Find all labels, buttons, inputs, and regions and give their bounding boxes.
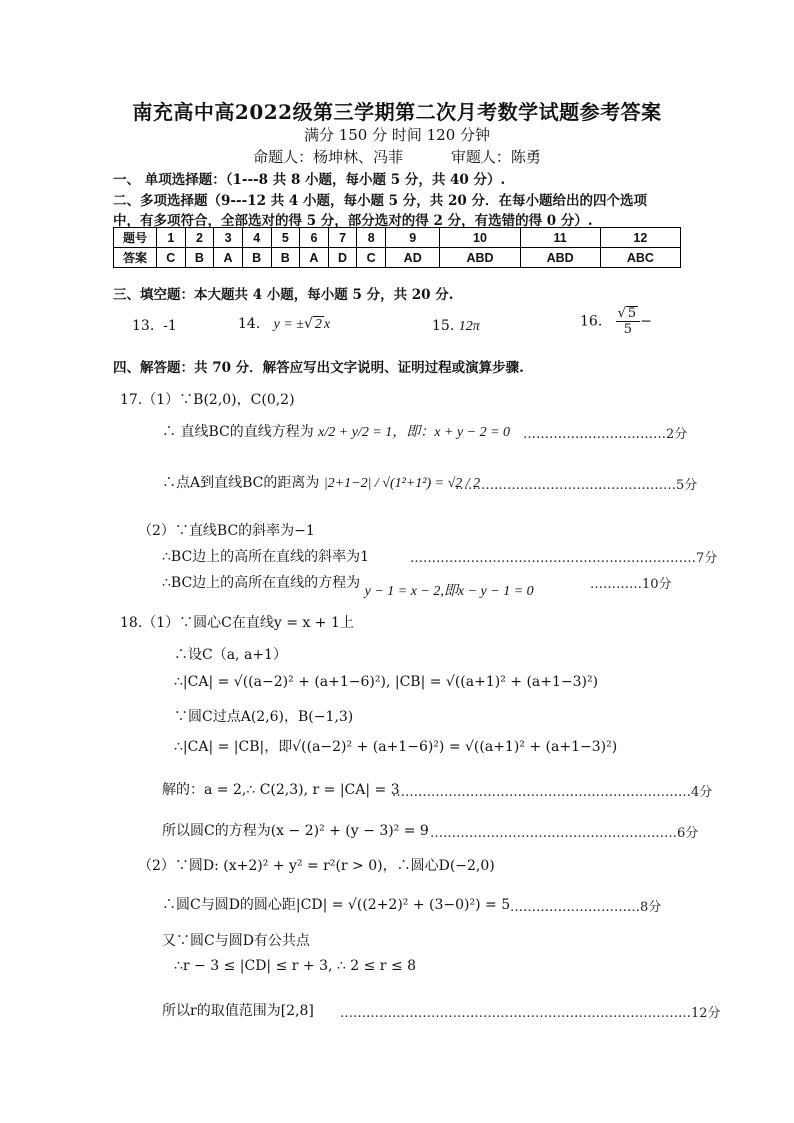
answer-15-number: 15. [432,318,455,334]
q17-line5-score: …………………………………………………………7分 [410,551,718,566]
answer-14 [238,316,330,333]
answer-15-value: 12π [458,319,480,334]
q18-line12-score: ………………………………………………………………………12分 [340,1006,721,1021]
row-label-number: 题号 [114,228,157,248]
section-multi-choice-line1: 二、多项选择题（9---12 共 4 小题，每小题 5 分，共 20 分．在每小题给出的四个选项 [113,193,647,209]
answer-cell: C [357,248,386,268]
answer-cell: ABC [600,248,680,268]
q17-line3-score: ……………………………………………5分 [455,478,698,493]
score-label: 4分 [691,785,713,800]
question-number: 6 [300,228,329,248]
question-number: 5 [271,228,300,248]
sqrt-icon: √ [617,306,626,321]
score-label: 12分 [691,1006,721,1021]
answer-14-radicand: 2 [314,317,322,332]
q17-line2-score: ……………………………2分 [523,427,688,442]
score-label: 5分 [676,478,698,493]
answer-cell: D [328,248,357,268]
q18-line9-score: …………………………8分 [510,900,662,915]
answer-cell: ABD [520,248,600,268]
question-number: 9 [386,228,440,248]
question-number: 12 [600,228,680,248]
answer-cell: B [242,248,271,268]
q18-line9: ∴圆C与圆D的圆心距|CD| = √((2+2)² + (3−0)²) = 5 [162,897,511,913]
page-title: 南充高中高2022级第三学期第二次月考数学试题参考答案 [132,100,662,124]
answer-13 [132,318,177,334]
answer-cell: B [185,248,214,268]
section-fill-in: 三、填空题：本大题共 4 小题，每小题 5 分，共 20 分. [113,287,454,303]
section-single-choice: 一、 单项选择题：（1---8 共 8 小题，每小题 5 分，共 40 分）. [113,172,506,188]
q18-line7-score: …………………………………………………6分 [430,826,699,841]
exam-authors: 命题人：杨坤林、冯菲 审题人：陈勇 [253,148,541,166]
q18-line7: 所以圆C的方程为(x − 2)² + (y − 3)² = 9 [162,823,429,839]
answer-14-number: 14. [238,316,261,332]
question-number: 10 [440,228,520,248]
answer-16-number: 16. [580,313,603,330]
q17-line2-text: ∴ 直线BC的直线方程为 [162,424,314,440]
answer-16-fraction [616,306,641,337]
answer-cell: AD [386,248,440,268]
answer-14-prefix: y = ± [273,317,304,332]
section-solutions: 四、解答题：共 70 分．解答应写出文字说明、证明过程或演算步骤. [113,360,524,376]
section-multi-choice-line2: 中，有多项符合，全部选对的得 5 分，部分选对的得 2 分，有选错的得 0 分）. [113,213,593,229]
q17-line6 [162,572,534,599]
answer-15 [432,318,480,335]
row-label-answer: 答案 [114,248,157,268]
score-label: 2分 [666,427,688,442]
answer-16-denominator: 5 [623,322,633,338]
answer-16-numerator [616,306,641,322]
q18-line2: ∴设C（a, a+1） [174,647,287,663]
q17-line6-math: y − 1 = x − 2,即x − y − 1 = 0 [364,584,534,599]
question-number: 2 [185,228,214,248]
q18-line1: 18.（1）∵圆心C在直线y = x + 1上 [120,615,354,631]
score-label: 6分 [677,826,699,841]
q18-line6-score: ……………………………………………………………4分 [392,785,713,800]
answer-14-suffix: x [323,317,331,332]
question-number: 4 [242,228,271,248]
q18-line4: ∵圆C过点A(2,6)，B(−1,3) [174,709,354,725]
q17-line5: ∴BC边上的高所在直线的斜率为1 [162,549,370,565]
answer-cell: ABD [440,248,520,268]
question-number: 7 [328,228,357,248]
q17-line4: （2）∵直线BC的斜率为−1 [138,523,315,539]
q17-line3 [162,472,480,492]
q18-line5: ∴|CA| = |CB|，即√((a−2)² + (a+1−6)²) = √((a+1)² + (a+1−3)²) [174,739,618,755]
q17-line3-math: |2+1−2| / √(1²+1²) = √2 / 2 [323,476,481,491]
q18-line11: ∴r − 3 ≤ |CD| ≤ r + 3, ∴ 2 ≤ r ≤ 8 [174,958,417,974]
q18-line3: ∴|CA| = √((a−2)² + (a+1−6)²), |CB| = √((a+1)² + (a+1−3)²) [174,674,599,690]
score-label: 7分 [696,551,718,566]
q17-line1: 17.（1）∵B(2,0)，C(0,2) [120,392,295,408]
question-number: 1 [157,228,186,248]
answer-16-radicand: 5 [627,306,637,321]
question-number: 3 [214,228,243,248]
table-row-numbers [114,228,681,248]
q17-line2-math: x/2 + y/2 = 1，即：x + y − 2 = 0 [318,425,511,440]
q18-line6: 解的：a = 2,∴ C(2,3), r = |CA| = 3 [162,782,400,798]
q18-line12: 所以r的取值范围为[2,8] [162,1003,314,1019]
q17-line3-text: ∴点A到直线BC的距离为 [162,475,320,491]
answer-16 [580,306,652,337]
q17-line6-score: …………10分 [590,577,672,592]
q18-line10: 又∵圆C与圆D有公共点 [162,933,310,949]
question-number: 11 [520,228,600,248]
answer-16-tail: − [640,313,652,330]
answer-cell: C [157,248,186,268]
table-row-answers [114,248,681,268]
sqrt-icon: √ [303,316,313,332]
q17-line6-text: ∴BC边上的高所在直线的方程为 [162,575,361,591]
answer-cell: A [300,248,329,268]
answer-13-value: -1 [163,318,177,334]
q17-line2 [162,421,510,441]
answer-cell: A [214,248,243,268]
question-number: 8 [357,228,386,248]
answer-13-number: 13. [132,318,155,334]
score-label: 10分 [642,577,672,592]
q18-line8: （2）∵圆D: (x+2)² + y² = r²(r > 0)，∴圆心D(−2,0) [138,858,495,874]
exam-meta: 满分 150 分 时间 120 分钟 [303,126,491,144]
answer-table [113,227,681,268]
answer-cell: B [271,248,300,268]
score-label: 8分 [640,900,662,915]
